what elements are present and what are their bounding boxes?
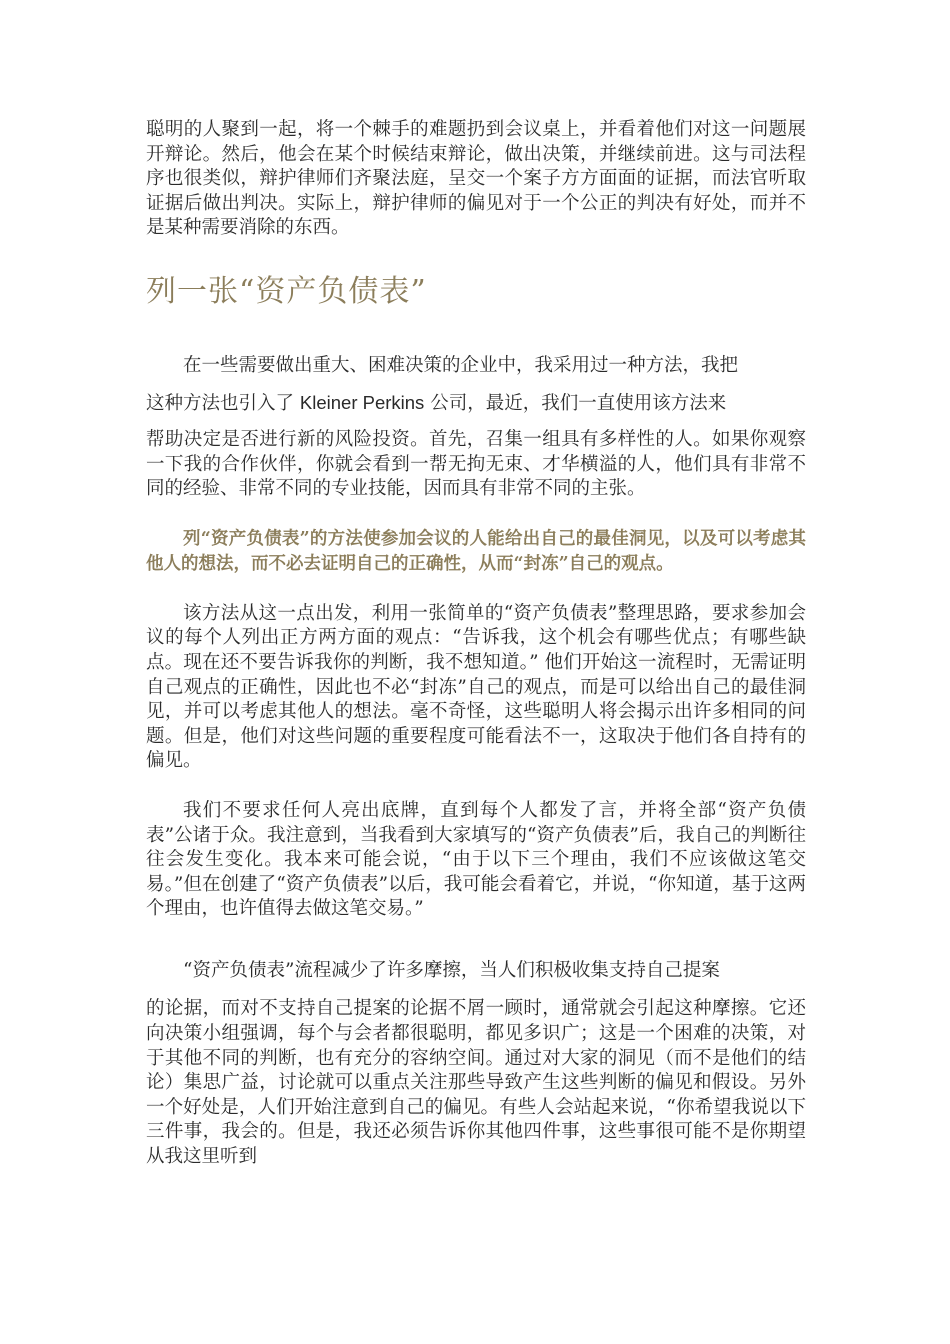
- paragraph-method-line2b: 公司，最近，我们一直使用该方法来: [424, 392, 727, 414]
- paragraph-balance-sheet: 该方法从这一点出发，利用一张简单的“资产负债表”整理思路，要求参加会议的每个人列出正方两方面的观点：“告诉我，这个机会有哪些优点；有哪些缺点。现在还不要告诉我你的判断，我不想知道。” 他们开始这一流程时，无需证明自己观点的正确性，因此也不必“封冻”自己的观点，而是可以给出自己的最佳洞见，并可以考虑其他人的想法。毫不奇怪，这些聪明人将会揭示出许多相同的问题。但是，他们对这些问题的重要程度可能看法不一，这取决于他们各自持有的偏见。: [146, 602, 806, 772]
- document-page: [146, 118, 806, 1170]
- pull-quote: 列“资产负债表”的方法使参加会议的人能给出自己的最佳洞见，以及可以考虑其他人的想法，而不必去证明自己的正确性，从而“封冻”自己的观点。: [146, 528, 806, 574]
- paragraph-friction-line1: “资产负债表”流程减少了许多摩擦，当人们积极收集支持自己提案: [183, 959, 720, 981]
- paragraph-method-line2a: 这种方法也引入了: [146, 392, 300, 414]
- company-name: Kleiner Perkins: [299, 391, 425, 413]
- paragraph-judgement: 我们不要求任何人亮出底牌，直到每个人都发了言，并将全部“资产负债表”公诸于众。我注意到，当我看到大家填写的“资产负债表”后，我自己的判断往往会发生变化。我本来可能会说，“由于以下三个理由，我们不应该做这笔交易。”但在创建了“资产负债表”以后，我可能会看着它，并说，“你知道，基于这两个理由，也许值得去做这笔交易。”: [146, 799, 806, 920]
- section-heading: 列一张“资产负债表”: [146, 273, 427, 309]
- paragraph-intro: 聪明的人聚到一起，将一个棘手的难题扔到会议桌上，并看着他们对这一问题展开辩论。然后，他会在某个时候结束辩论，做出决策，并继续前进。这与司法程序也很类似，辩护律师们齐聚法庭，呈交一个案子方方面面的证据，而法官听取证据后做出判决。实际上，辩护律师的偏见对于一个公正的判决有好处，而并不是某种需要消除的东西。: [146, 119, 806, 239]
- paragraph-friction: [146, 959, 806, 1170]
- paragraph-method: [146, 347, 806, 502]
- paragraph-method-rest: 帮助决定是否进行新的风险投资。首先，召集一组具有多样性的人。如果你观察一下我的合作伙伴，你就会看到一帮无拘无束、才华横溢的人，他们具有非常不同的经验、非常不同的专业技能，因而具有非常不同的主张。: [146, 428, 806, 500]
- paragraph-method-line2: [146, 384, 806, 422]
- paragraph-method-line1: 在一些需要做出重大、困难决策的企业中，我采用过一种方法，我把: [183, 354, 739, 376]
- paragraph-friction-rest: 的论据，而对不支持自己提案的论据不屑一顾时，通常就会引起这种摩擦。它还向决策小组强调，每个与会者都很聪明，都见多识广；这是一个困难的决策，对于其他不同的判断，也有充分的容纳空间。通过对大家的洞见（而不是他们的结论）集思广益，讨论就可以重点关注那些导致产生这些判断的偏见和假设。另外一个好处是，人们开始注意到自己的偏见。有些人会站起来说，“你希望我说以下三件事，我会的。但是，我还必须告诉你其他四件事，这些事很可能不是你期望从我这里听到: [146, 998, 806, 1168]
